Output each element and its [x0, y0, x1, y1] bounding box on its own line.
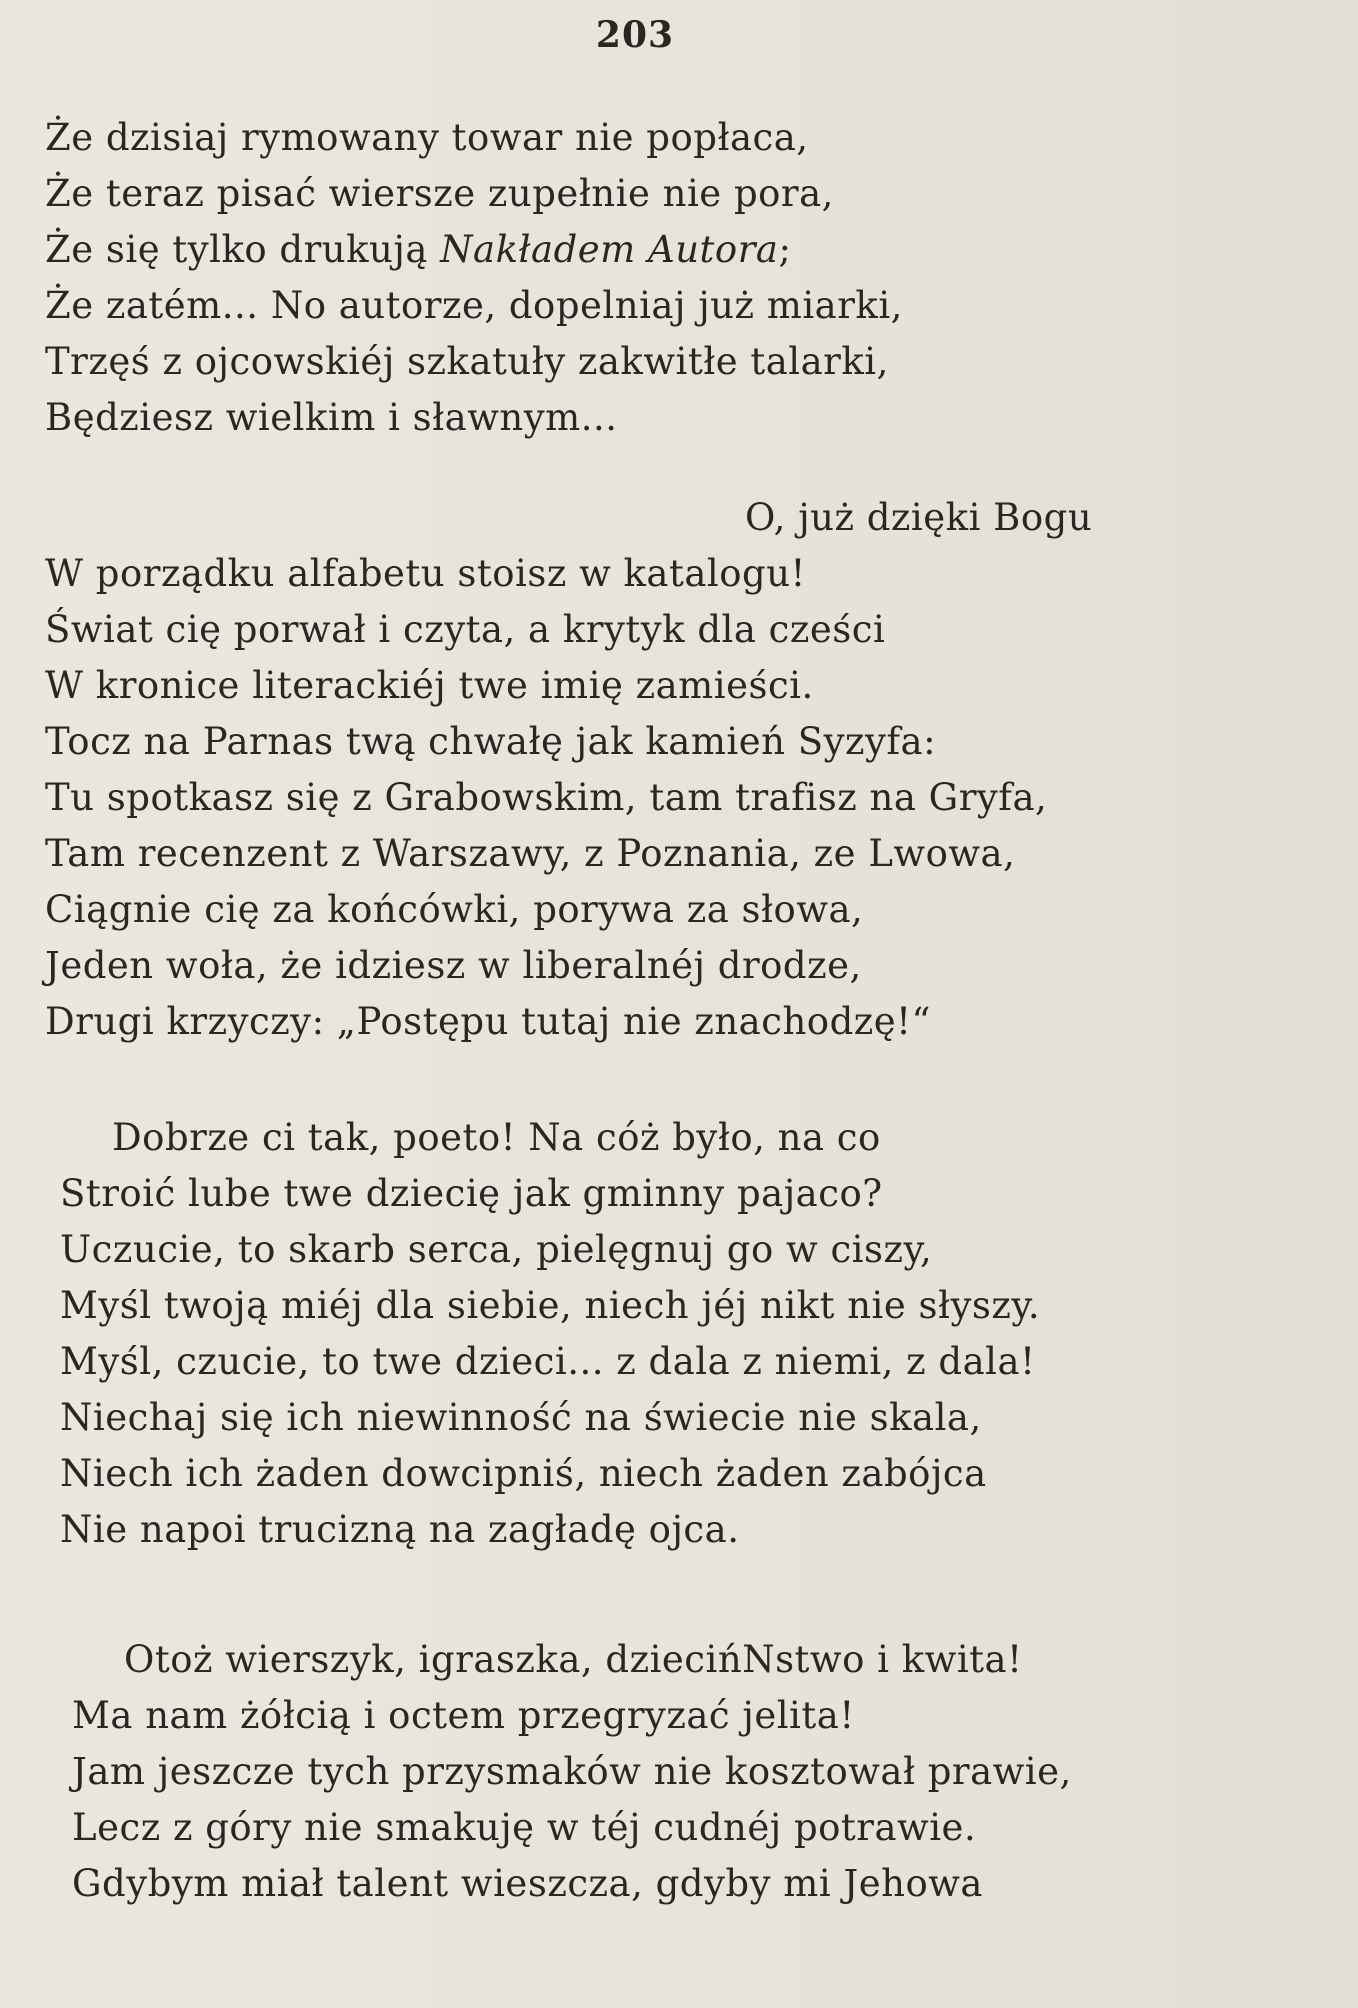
stanza-1	[45, 110, 903, 446]
verse-line: W porządku alfabetu stoisz w katalogu!	[45, 552, 806, 595]
verse-line: Ma nam żółcią i octem przegryzać jelita!	[72, 1694, 855, 1737]
verse-line-punct: ;	[778, 228, 792, 271]
verse-line: Trzęś z ojcowskiéj szkatuły zakwitłe talarki,	[45, 340, 889, 383]
verse-line: Tocz na Parnas twą chwałę jak kamień Syzyfa:	[45, 720, 937, 763]
verse-line: Otoż wierszyk, igraszka, dziecińNstwo i kwita!	[124, 1638, 1023, 1681]
verse-line: Myśl twoją miéj dla siebie, niech jéj nikt nie słyszy.	[60, 1284, 1041, 1327]
verse-line: Że dzisiaj rymowany towar nie popłaca,	[45, 116, 809, 159]
verse-line: Niech ich żaden dowcipniś, niech żaden zabójca	[60, 1452, 987, 1495]
verse-line: Uczucie, to skarb serca, pielęgnuj go w ciszy,	[60, 1228, 933, 1271]
page-number: 203	[595, 14, 675, 56]
verse-line	[45, 222, 903, 278]
verse-line: Że zatém... No autorze, dopelniaj już miarki,	[45, 284, 903, 327]
verse-line: Że teraz pisać wiersze zupełnie nie pora,	[45, 172, 834, 215]
verse-line: Lecz z góry nie smakuję w téj cudnéj potrawie.	[72, 1806, 977, 1849]
verse-line: Stroić lube twe dziecię jak gminny pajaco?	[60, 1172, 883, 1215]
verse-line: Świat cię porwał i czyta, a krytyk dla cześci	[45, 608, 886, 651]
verse-line-text: Że się tylko drukują	[45, 228, 441, 271]
verse-line: Niechaj się ich niewinność na świecie nie skala,	[60, 1396, 982, 1439]
verse-line: Tu spotkasz się z Grabowskim, tam trafisz na Gryfa,	[45, 776, 1048, 819]
verse-line: Będziesz wielkim i sławnym...	[45, 396, 618, 439]
verse-line-indented: O, już dzięki Bogu	[745, 496, 1093, 539]
italic-phrase: Nakładem Autora	[440, 228, 779, 271]
verse-line: Tam recenzent z Warszawy, z Poznania, ze Lwowa,	[45, 832, 1016, 875]
verse-line: Jeden woła, że idziesz w liberalnéj drodze,	[45, 944, 862, 987]
verse-line: Dobrze ci tak, poeto! Na cóż było, na co	[112, 1116, 881, 1159]
verse-line: Gdybym miał talent wieszcza, gdyby mi Jehowa	[72, 1862, 983, 1905]
verse-line: Ciągnie cię za końcówki, porywa za słowa,	[45, 888, 864, 931]
stanza-2	[45, 490, 1092, 1050]
verse-line: Myśl, czucie, to twe dzieci... z dala z niemi, z dala!	[60, 1340, 1036, 1383]
verse-line: Nie napoi trucizną na zagładę ojca.	[60, 1508, 740, 1551]
stanza-4	[72, 1632, 1072, 1912]
verse-line: Drugi krzyczy: „Postępu tutaj nie znachodzę!“	[45, 1000, 931, 1043]
stanza-3	[60, 1110, 1040, 1558]
verse-line: W kronice literackiéj twe imię zamieści.	[45, 664, 814, 707]
verse-line: Jam jeszcze tych przysmaków nie kosztował prawie,	[72, 1750, 1072, 1793]
